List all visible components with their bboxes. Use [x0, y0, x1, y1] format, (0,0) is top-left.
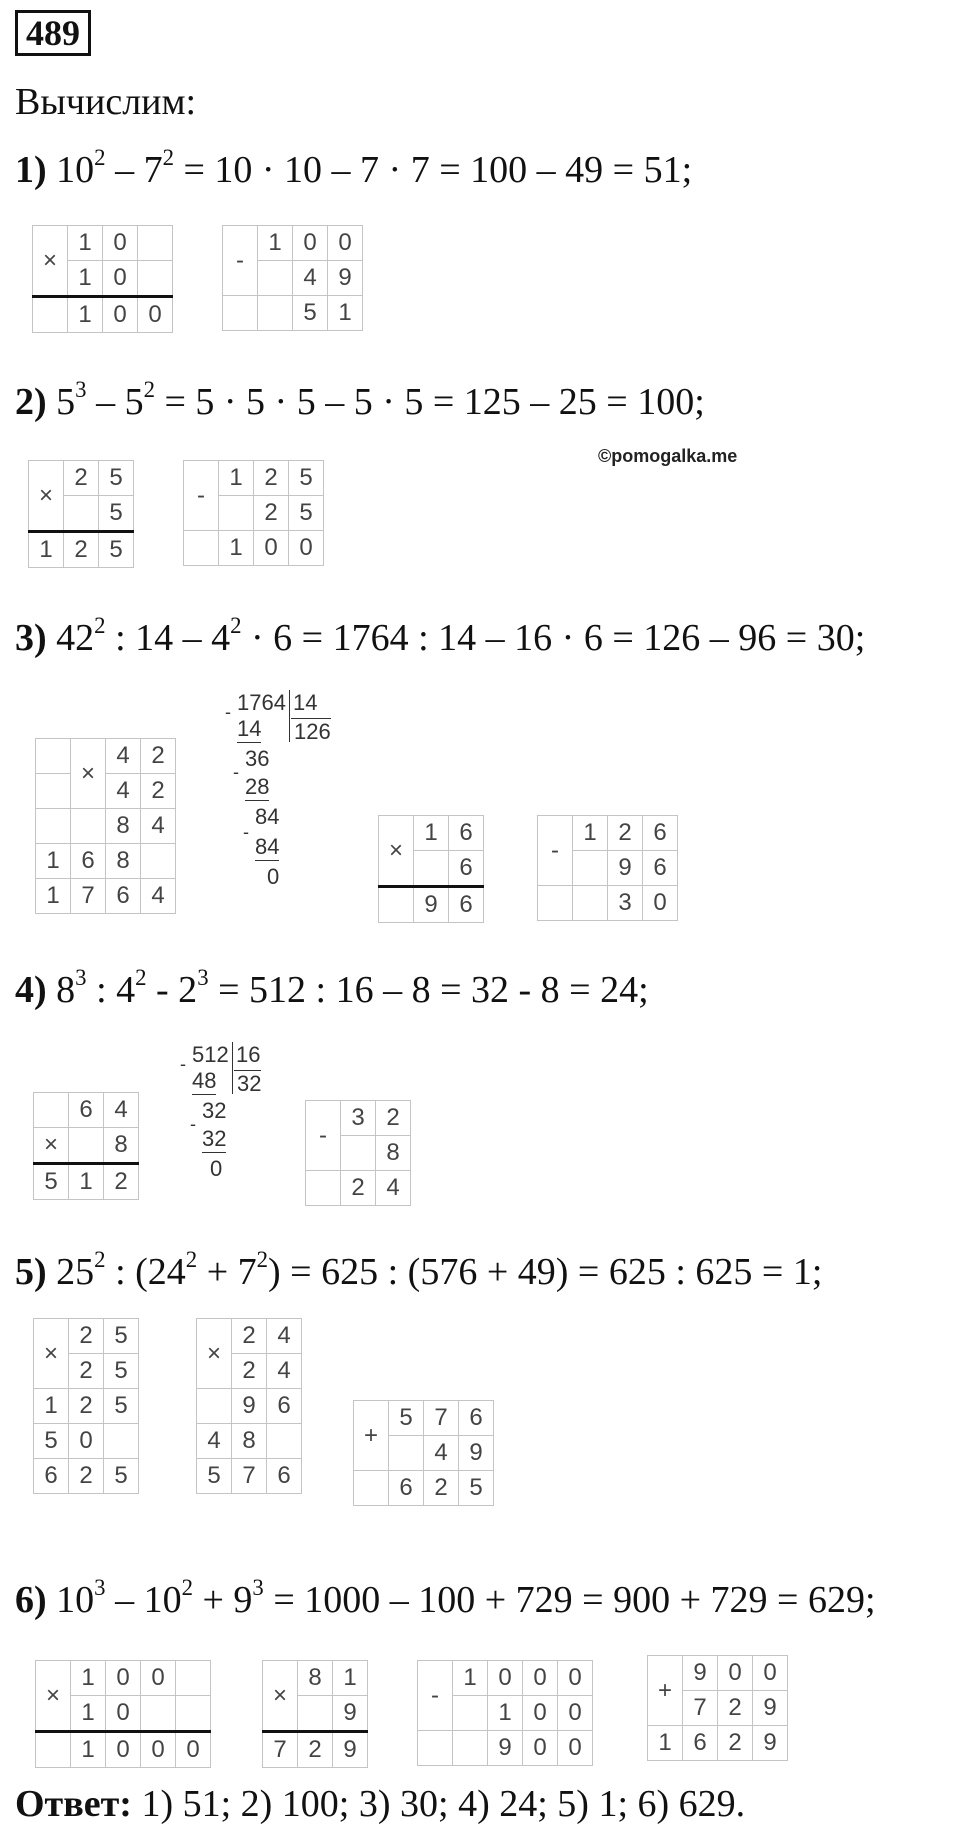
grid-cell: 6 [106, 879, 141, 914]
grid-cell: 9 [488, 1731, 523, 1766]
grid-cell: 4 [424, 1436, 459, 1471]
ld-minus: - [233, 762, 239, 782]
grid-cell: 5 [197, 1459, 232, 1494]
eq-rest: · 6 = 1764 : 14 – 16 · 6 = 126 – 96 = 30; [241, 617, 866, 659]
grid-cell [573, 886, 608, 921]
grid-cell: 4 [267, 1354, 302, 1389]
long-division-1 [225, 690, 345, 930]
grid-cell: 1 [68, 261, 103, 297]
grid-cell: 4 [376, 1171, 411, 1206]
grid-cell [341, 1136, 376, 1171]
grid-cell [389, 1436, 424, 1471]
grid-cell: 9 [333, 1732, 368, 1768]
grid-cell: 1 [36, 844, 71, 879]
ld-dividend: 512 [192, 1042, 229, 1067]
eq-number: 1) [15, 149, 47, 191]
grid-cell: 4 [267, 1319, 302, 1354]
calc-6d [647, 1655, 788, 1761]
grid-cell: 5 [293, 296, 328, 331]
grid-cell: × [36, 1661, 71, 1732]
eq-exponent: 2 [94, 612, 106, 638]
eq-rest: = 5 · 5 · 5 – 5 · 5 = 125 – 25 = 100; [154, 381, 705, 423]
ld-step: 32 [202, 1126, 227, 1151]
eq-part: 42 [56, 617, 95, 659]
answer-label: Ответ: [15, 1783, 132, 1825]
equation-3 [15, 612, 866, 660]
calc-5b [196, 1318, 302, 1494]
grid-cell [453, 1696, 488, 1731]
grid-cell: 1 [219, 531, 254, 566]
grid-cell [176, 1696, 211, 1732]
grid-cell: - [538, 816, 573, 886]
grid-cell: 2 [64, 461, 99, 496]
grid-cell: 5 [104, 1389, 139, 1424]
grid-cell [223, 296, 258, 331]
grid-cell: × [71, 739, 106, 809]
grid-cell [69, 1128, 104, 1164]
eq-part: – 10 [105, 1579, 182, 1621]
grid-cell: 1 [333, 1661, 368, 1696]
grid-cell: 6 [449, 851, 484, 887]
column-calc-grid [305, 1100, 411, 1206]
grid-cell: 8 [232, 1424, 267, 1459]
calc-6b [262, 1660, 368, 1768]
grid-cell: 2 [141, 774, 176, 809]
equation-4 [15, 964, 649, 1012]
eq-exponent: 3 [94, 1574, 106, 1600]
grid-cell: 4 [141, 809, 176, 844]
grid-cell: 0 [254, 531, 289, 566]
grid-cell [34, 1093, 69, 1128]
ld-minus: - [243, 822, 249, 842]
ld-step: 28 [245, 774, 270, 799]
grid-cell [258, 296, 293, 331]
grid-cell: 6 [267, 1459, 302, 1494]
grid-cell: 9 [414, 887, 449, 923]
eq-exponent: 3 [197, 964, 209, 990]
grid-cell [184, 531, 219, 566]
calc-3a [35, 738, 176, 914]
column-calc-grid [537, 815, 678, 921]
grid-cell: 1 [414, 816, 449, 851]
eq-part: : (24 [105, 1251, 186, 1293]
grid-cell: 2 [718, 1726, 753, 1761]
column-calc-grid [32, 225, 173, 333]
column-calc-grid [262, 1660, 368, 1768]
grid-cell: 2 [718, 1691, 753, 1726]
grid-cell: 8 [298, 1661, 333, 1696]
calc-4b [305, 1100, 411, 1206]
grid-cell: 5 [99, 532, 134, 568]
grid-cell: 1 [69, 1164, 104, 1200]
eq-rest: ) = 625 : (576 + 49) = 625 : 625 = 1; [268, 1251, 823, 1293]
grid-cell: 5 [389, 1401, 424, 1436]
grid-cell: 2 [64, 532, 99, 568]
ld-step: 36 [245, 746, 270, 771]
eq-exponent: 2 [94, 144, 106, 170]
grid-cell: 5 [289, 496, 324, 531]
grid-cell [36, 739, 71, 774]
ld-quotient: 32 [234, 1070, 261, 1097]
eq-exponent: 3 [75, 964, 87, 990]
grid-cell: - [306, 1101, 341, 1171]
eq-part: : 14 – 4 [105, 617, 231, 659]
eq-number: 3) [15, 617, 47, 659]
grid-cell: 0 [523, 1696, 558, 1731]
grid-cell: 6 [459, 1401, 494, 1436]
grid-cell [573, 851, 608, 886]
equation-2 [15, 376, 705, 424]
ld-step: 32 [202, 1098, 227, 1123]
grid-cell: 5 [104, 1459, 139, 1494]
grid-cell: 4 [106, 739, 141, 774]
ld-step: 0 [210, 1156, 223, 1181]
grid-cell: 3 [608, 886, 643, 921]
eq-exponent: 2 [94, 1246, 106, 1272]
grid-cell: 6 [449, 887, 484, 923]
grid-cell [176, 1661, 211, 1696]
calc-6a [35, 1660, 211, 1768]
grid-cell [64, 496, 99, 532]
grid-cell: 2 [69, 1459, 104, 1494]
grid-cell: 0 [106, 1732, 141, 1768]
grid-cell: × [379, 816, 414, 887]
grid-cell: 1 [29, 532, 64, 568]
grid-cell: 8 [104, 1128, 139, 1164]
eq-exponent: 3 [252, 1574, 264, 1600]
equation-6 [15, 1574, 876, 1622]
grid-cell: 0 [643, 886, 678, 921]
grid-cell [36, 809, 71, 844]
grid-cell: 0 [141, 1732, 176, 1768]
eq-part: + 7 [197, 1251, 257, 1293]
grid-cell [538, 886, 573, 921]
eq-exponent: 3 [75, 376, 87, 402]
grid-cell: 7 [424, 1401, 459, 1436]
grid-cell: 5 [104, 1319, 139, 1354]
grid-cell: 0 [103, 261, 138, 297]
grid-cell: 5 [34, 1424, 69, 1459]
grid-cell: × [29, 461, 64, 532]
calc-4a [33, 1092, 139, 1200]
grid-cell [306, 1171, 341, 1206]
grid-cell: 0 [523, 1661, 558, 1696]
grid-cell: 9 [328, 261, 363, 296]
ld-divisor: 14 [289, 690, 317, 742]
grid-cell: - [223, 226, 258, 296]
grid-cell: 5 [34, 1164, 69, 1200]
calc-1b [222, 225, 363, 331]
grid-cell [219, 496, 254, 531]
equation-1 [15, 144, 693, 192]
eq-rest: = 1000 – 100 + 729 = 900 + 729 = 629; [263, 1579, 876, 1621]
grid-cell [267, 1424, 302, 1459]
grid-cell: 6 [69, 1093, 104, 1128]
watermark: ©pomogalka.me [598, 446, 738, 466]
grid-cell [453, 1731, 488, 1766]
calc-6c [417, 1660, 593, 1766]
grid-cell [138, 226, 173, 261]
ld-step: 48 [192, 1068, 217, 1093]
calc-5c [353, 1400, 494, 1506]
grid-cell: × [263, 1661, 298, 1732]
calc-3b [378, 815, 484, 923]
column-calc-grid [196, 1318, 302, 1494]
grid-cell: 1 [71, 1696, 106, 1732]
grid-cell: 1 [648, 1726, 683, 1761]
grid-cell: 5 [104, 1354, 139, 1389]
grid-cell: - [418, 1661, 453, 1731]
grid-cell: 5 [289, 461, 324, 496]
column-calc-grid [222, 225, 363, 331]
grid-cell [71, 809, 106, 844]
grid-cell: 1 [71, 1732, 106, 1768]
grid-cell: 8 [106, 844, 141, 879]
grid-cell: 6 [34, 1459, 69, 1494]
grid-cell: 2 [254, 496, 289, 531]
grid-cell: - [184, 461, 219, 531]
ld-minus: - [190, 1114, 196, 1134]
grid-cell: 3 [341, 1101, 376, 1136]
eq-part: 8 [56, 969, 76, 1011]
calc-3c [537, 815, 678, 921]
calc-1a [32, 225, 173, 333]
grid-cell: 6 [71, 844, 106, 879]
grid-cell: 9 [333, 1696, 368, 1732]
eq-part: 5 [56, 381, 76, 423]
grid-cell [414, 851, 449, 887]
eq-exponent: 2 [162, 144, 174, 170]
grid-cell [379, 887, 414, 923]
grid-cell: 2 [341, 1171, 376, 1206]
eq-part: + 9 [192, 1579, 253, 1621]
grid-cell: 0 [106, 1661, 141, 1696]
grid-cell: × [197, 1319, 232, 1389]
grid-cell: 9 [683, 1656, 718, 1691]
ld-step: 84 [255, 804, 280, 829]
grid-cell: + [648, 1656, 683, 1726]
grid-cell: 9 [459, 1436, 494, 1471]
column-calc-grid [28, 460, 134, 568]
grid-cell [104, 1424, 139, 1459]
eq-rest: = 10 · 10 – 7 · 7 = 100 – 49 = 51; [173, 149, 693, 191]
column-calc-grid [647, 1655, 788, 1761]
grid-cell: 9 [608, 851, 643, 886]
ld-minus: - [225, 702, 231, 722]
grid-cell: 1 [488, 1696, 523, 1731]
eq-number: 4) [15, 969, 47, 1011]
column-calc-grid [35, 1660, 211, 1768]
eq-number: 5) [15, 1251, 47, 1293]
grid-cell: 6 [643, 816, 678, 851]
grid-cell: 0 [488, 1661, 523, 1696]
ld-minus: - [180, 1054, 186, 1074]
grid-cell: 1 [573, 816, 608, 851]
grid-cell: 0 [69, 1424, 104, 1459]
grid-cell: 0 [523, 1731, 558, 1766]
grid-cell: 6 [267, 1389, 302, 1424]
grid-cell: 0 [103, 226, 138, 261]
eq-rest: = 512 : 16 – 8 = 32 - 8 = 24; [208, 969, 649, 1011]
grid-cell: 1 [71, 1661, 106, 1696]
grid-cell: × [34, 1128, 69, 1164]
grid-cell: 6 [389, 1471, 424, 1506]
ld-quotient: 126 [291, 718, 331, 745]
column-calc-grid [183, 460, 324, 566]
grid-cell: × [33, 226, 68, 297]
grid-cell [36, 1732, 71, 1768]
ld-step: 84 [255, 834, 280, 859]
grid-cell: 5 [459, 1471, 494, 1506]
grid-cell: 0 [328, 226, 363, 261]
calc-5a [33, 1318, 139, 1494]
grid-cell [33, 297, 68, 333]
grid-cell: 9 [753, 1691, 788, 1726]
grid-cell: 2 [232, 1319, 267, 1354]
grid-cell: 2 [254, 461, 289, 496]
grid-cell: 2 [608, 816, 643, 851]
eq-exponent: 2 [135, 964, 147, 990]
grid-cell: 1 [219, 461, 254, 496]
grid-cell: 1 [34, 1389, 69, 1424]
grid-cell: 2 [141, 739, 176, 774]
grid-cell: 2 [69, 1319, 104, 1354]
calc-2a [28, 460, 134, 568]
eq-part: – 5 [86, 381, 144, 423]
grid-cell: 7 [263, 1732, 298, 1768]
ld-divisor: 16 [232, 1042, 260, 1094]
grid-cell: 9 [753, 1726, 788, 1761]
grid-cell: 1 [36, 879, 71, 914]
grid-cell: 8 [376, 1136, 411, 1171]
grid-cell: 4 [141, 879, 176, 914]
eq-exponent: 2 [256, 1246, 269, 1272]
equation-5 [15, 1246, 823, 1294]
column-calc-grid [35, 738, 176, 914]
grid-cell: 1 [258, 226, 293, 261]
grid-cell: 2 [298, 1732, 333, 1768]
column-calc-grid [33, 1318, 139, 1494]
column-calc-grid [378, 815, 484, 923]
grid-cell: 1 [68, 297, 103, 333]
grid-cell: 0 [141, 1661, 176, 1696]
eq-exponent: 2 [143, 376, 155, 402]
calc-2b [183, 460, 324, 566]
grid-cell: 5 [99, 461, 134, 496]
grid-cell: 7 [683, 1691, 718, 1726]
grid-cell: 2 [69, 1389, 104, 1424]
ld-dividend: 1764 [237, 690, 286, 715]
column-calc-grid [417, 1660, 593, 1766]
grid-cell: 1 [68, 226, 103, 261]
grid-cell: 9 [232, 1389, 267, 1424]
grid-cell: + [354, 1401, 389, 1471]
grid-cell: 0 [138, 297, 173, 333]
grid-cell: 2 [424, 1471, 459, 1506]
grid-cell: 2 [69, 1354, 104, 1389]
grid-cell: 0 [103, 297, 138, 333]
grid-cell [418, 1731, 453, 1766]
intro-text: Вычислим: [15, 81, 197, 123]
grid-cell: 1 [453, 1661, 488, 1696]
grid-cell [141, 1696, 176, 1732]
ld-step: 0 [267, 864, 280, 889]
eq-number: 2) [15, 381, 47, 423]
ld-step: 14 [237, 716, 262, 741]
eq-exponent: 2 [230, 612, 242, 638]
grid-cell [258, 261, 293, 296]
grid-cell: 6 [683, 1726, 718, 1761]
column-calc-grid [353, 1400, 494, 1506]
grid-cell: 8 [106, 809, 141, 844]
grid-cell [141, 844, 176, 879]
grid-cell: 0 [718, 1656, 753, 1691]
grid-cell: 0 [558, 1731, 593, 1766]
task-number: 489 [15, 10, 91, 56]
grid-cell [138, 261, 173, 297]
eq-part: : 4 [86, 969, 136, 1011]
grid-cell: 2 [232, 1354, 267, 1389]
eq-part: - 2 [146, 969, 198, 1011]
grid-cell: 4 [106, 774, 141, 809]
eq-exponent: 2 [181, 1574, 193, 1600]
grid-cell [36, 774, 71, 809]
eq-exponent: 2 [185, 1246, 198, 1272]
grid-cell: 0 [289, 531, 324, 566]
grid-cell: 0 [558, 1661, 593, 1696]
eq-part: 25 [56, 1251, 95, 1293]
grid-cell: 7 [71, 879, 106, 914]
grid-cell: 7 [232, 1459, 267, 1494]
grid-cell [354, 1471, 389, 1506]
grid-cell: 5 [99, 496, 134, 532]
answer-line [15, 1782, 745, 1826]
grid-cell: 2 [104, 1164, 139, 1200]
grid-cell: 6 [643, 851, 678, 886]
grid-cell: 0 [558, 1696, 593, 1731]
grid-cell: 4 [197, 1424, 232, 1459]
grid-cell: 0 [106, 1696, 141, 1732]
long-division-2 [180, 1042, 270, 1212]
answer-text: 1) 51; 2) 100; 3) 30; 4) 24; 5) 1; 6) 629. [131, 1783, 746, 1825]
grid-cell: 1 [328, 296, 363, 331]
column-calc-grid [33, 1092, 139, 1200]
eq-part: 10 [56, 1579, 95, 1621]
grid-cell: 4 [293, 261, 328, 296]
grid-cell [298, 1696, 333, 1732]
grid-cell: 0 [293, 226, 328, 261]
grid-cell: 0 [176, 1732, 211, 1768]
grid-cell: 6 [449, 816, 484, 851]
grid-cell: × [34, 1319, 69, 1389]
eq-part: 10 [56, 149, 95, 191]
grid-cell: 2 [376, 1101, 411, 1136]
eq-number: 6) [15, 1579, 47, 1621]
eq-part: – 7 [105, 149, 163, 191]
grid-cell: 4 [104, 1093, 139, 1128]
grid-cell [197, 1389, 232, 1424]
grid-cell: 0 [753, 1656, 788, 1691]
